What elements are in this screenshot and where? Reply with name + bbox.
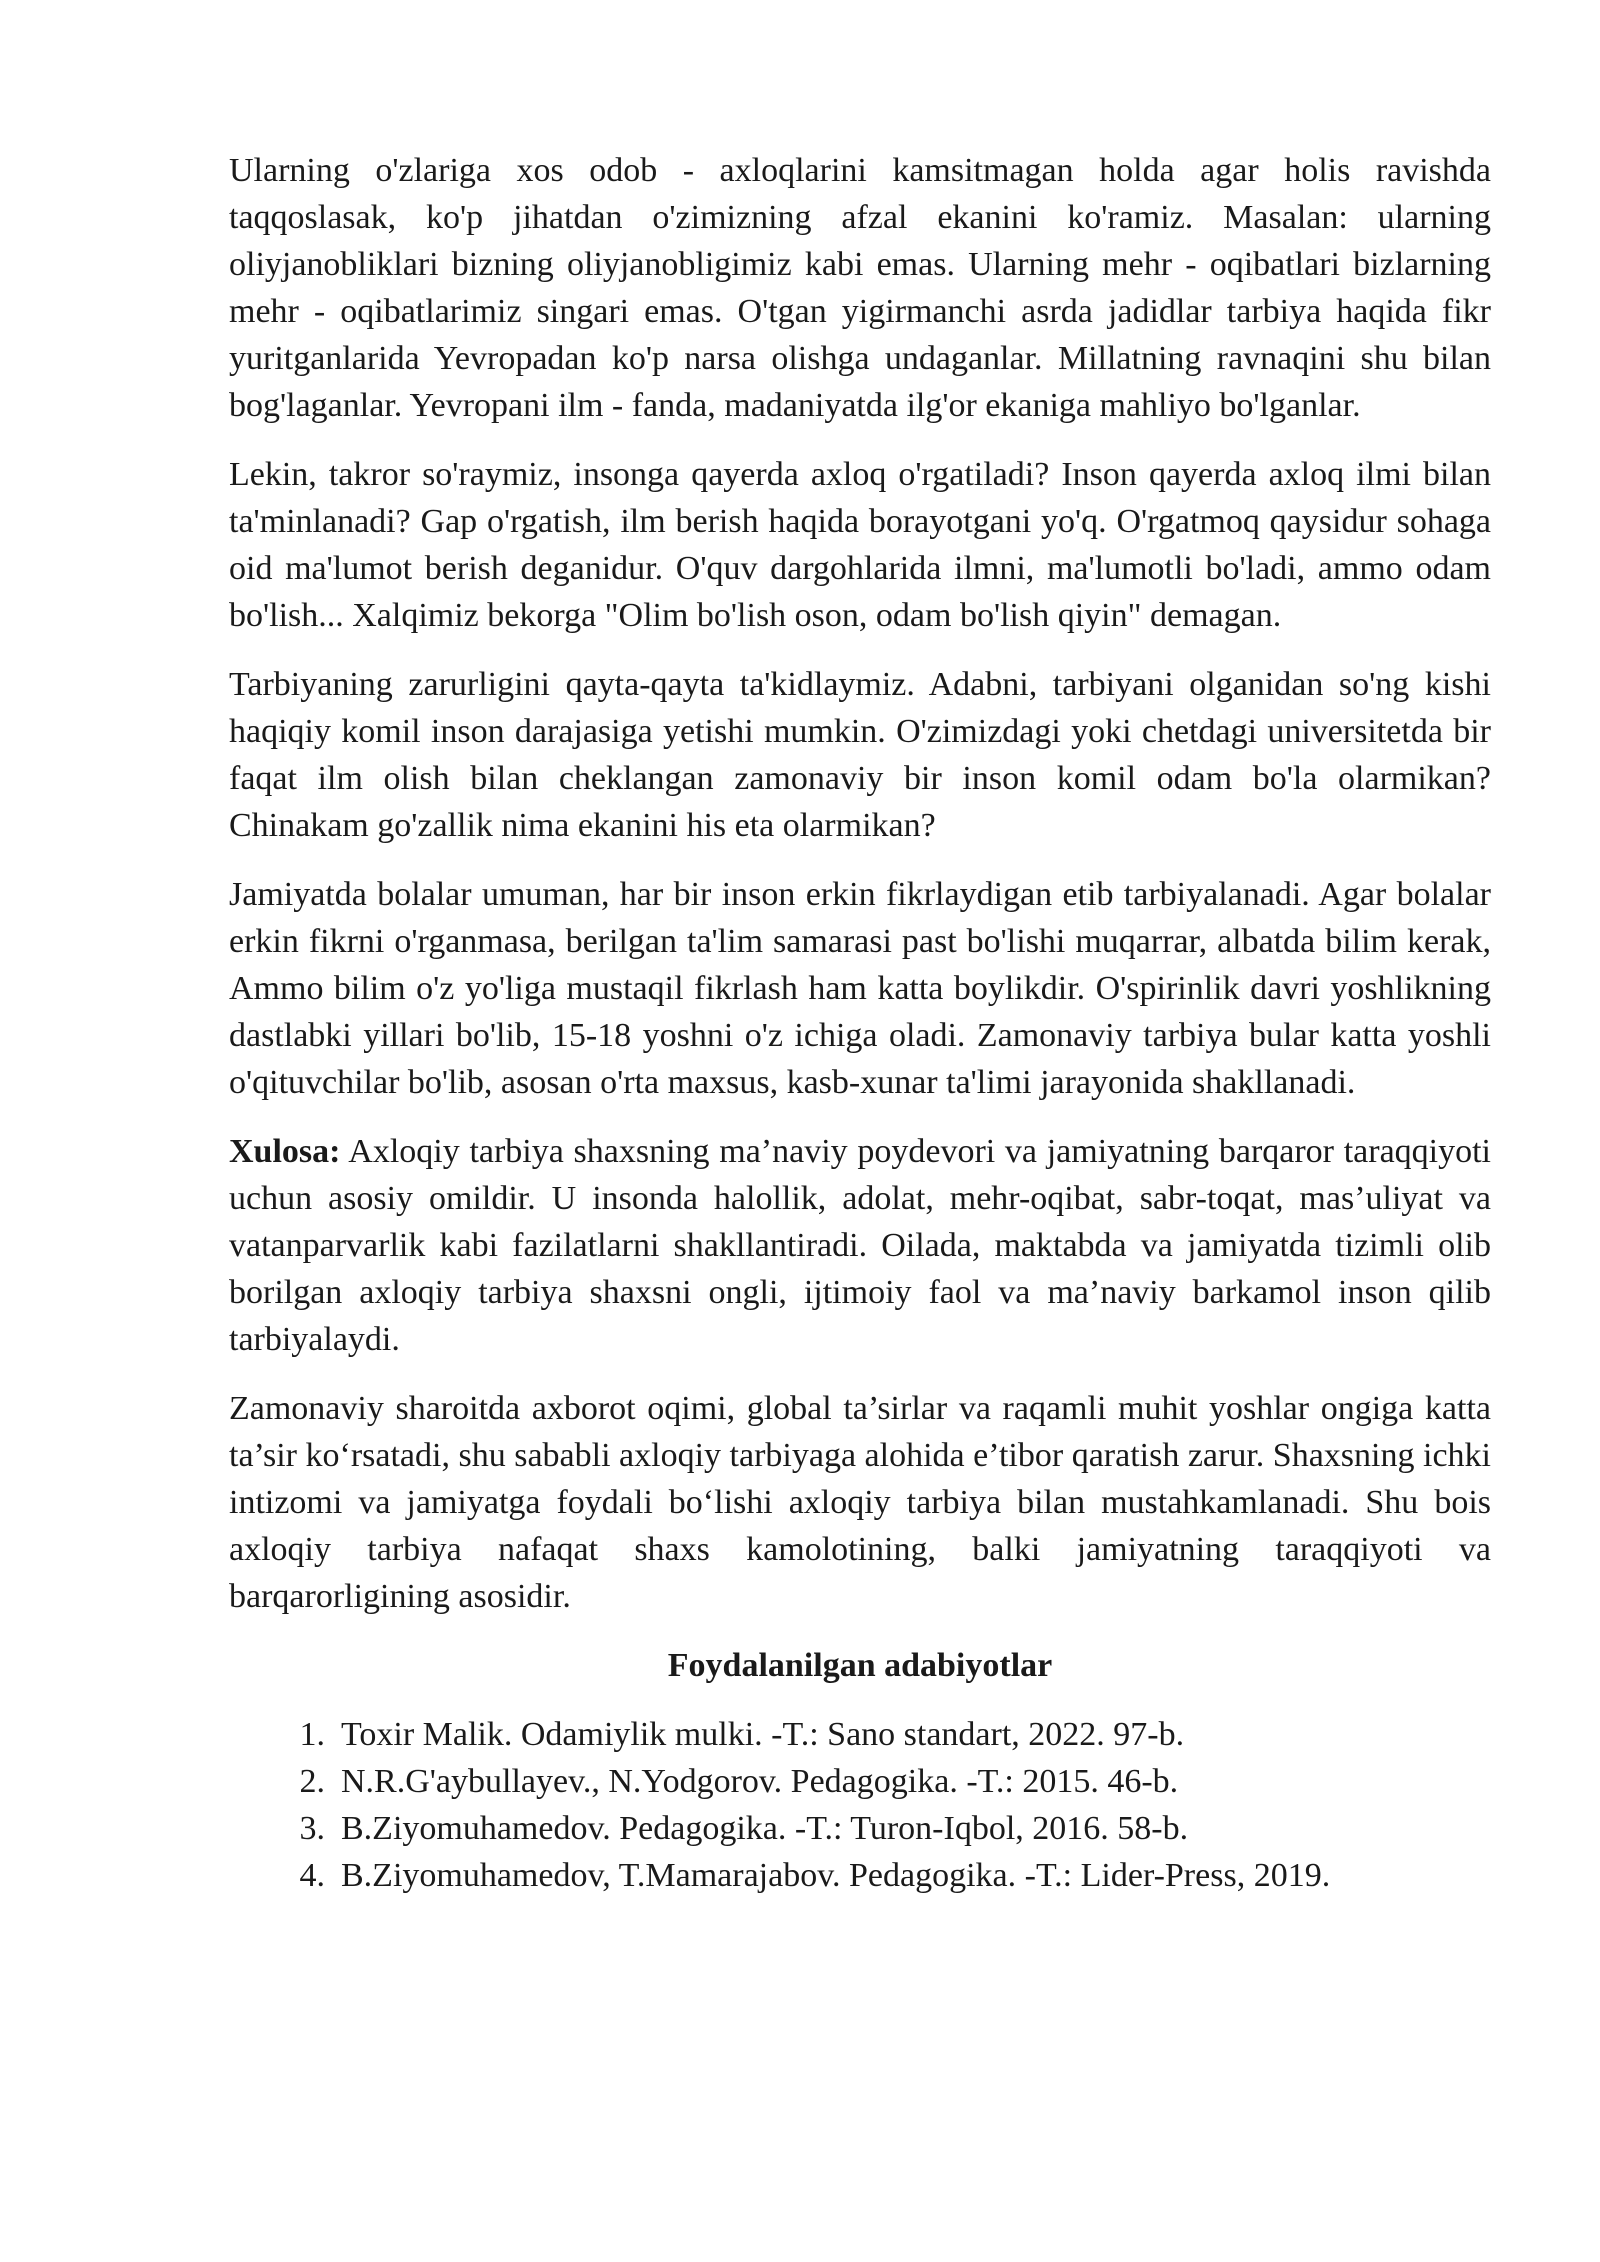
reference-item — [229, 1852, 1491, 1899]
reference-text: N.R.G'aybullayev., N.Yodgorov. Pedagogika. -T.: 2015. 46-b. — [341, 1763, 1179, 1800]
body-paragraph-4: Jamiyatda bolalar umuman, har bir inson erkin fikrlaydigan etib tarbiyalanadi. Agar bolalar erkin fikrni o'rganmasa, berilgan ta'lim samarasi past bo'lishi muqarrar, albatda bilim kerak, Ammo bilim o'z yo'liga mustaqil fikrlash ham katta boylikdir. O'spirinlik davri yoshlikning dastlabki yillari bo'lib, 15-18 yoshni o'z ichiga oladi. Zamonaviy tarbiya bular katta yoshli o'qituvchilar bo'lib, asosan o'rta maxsus, kasb-xunar ta'limi jarayonida shakllanadi. — [229, 876, 1491, 1101]
document-page — [229, 147, 1491, 1899]
body-paragraph-1: Ularning o'zlariga xos odob - axloqlarini kamsitmagan holda agar holis ravishda taqqoslasak, ko'p jihatdan o'zimizning afzal ekanini ko'ramiz. Masalan: ularning oliyjanobliklari bizning oliyjanobligimiz kabi emas. Ularning mehr - oqibatlari bizlarning mehr - oqibatlarimiz singari emas. O'tgan yigirmanchi asrda jadidlar tarbiya haqida fikr yuritganlarida Yevropadan ko'p narsa olishga undaganlar. Millatning ravnaqini shu bilan bog'laganlar. Yevropani ilm - fanda, madaniyatda ilg'or ekaniga mahliyo bo'lganlar. — [229, 152, 1491, 424]
reference-text: Toxir Malik. Odamiylik mulki. -T.: Sano standart, 2022. 97-b. — [341, 1716, 1185, 1753]
conclusion-label: Xulosa: — [229, 1133, 341, 1170]
reference-number: 4. — [299, 1857, 325, 1894]
final-paragraph: Zamonaviy sharoitda axborot oqimi, global ta’sirlar va raqamli muhit yoshlar ongiga katta ta’sir ko‘rsatadi, shu sababli axloqiy tarbiyaga alohida e’tibor qaratish zarur. Shaxsning ichki intizomi va jamiyatga foydali bo‘lishi axloqiy tarbiya bilan mustahkamlanadi. Shu bois axloqiy tarbiya nafaqat shaxs kamolotining, balki jamiyatning taraqqiyoti va barqarorligining asosidir. — [229, 1390, 1491, 1615]
reference-item — [229, 1711, 1491, 1758]
reference-text: B.Ziyomuhamedov, T.Mamarajabov. Pedagogika. -T.: Lider-Press, 2019. — [341, 1857, 1331, 1894]
reference-text: B.Ziyomuhamedov. Pedagogika. -T.: Turon-Iqbol, 2016. 58-b. — [341, 1810, 1189, 1847]
reference-item — [229, 1805, 1491, 1852]
reference-number: 2. — [299, 1763, 325, 1800]
references-list — [229, 1711, 1491, 1899]
conclusion-paragraph — [229, 1128, 1491, 1363]
body-paragraph-3: Tarbiyaning zarurligini qayta-qayta ta'kidlaymiz. Adabni, tarbiyani olganidan so'ng kishi haqiqiy komil inson darajasiga yetishi mumkin. O'zimizdagi yoki chetdagi universitetda bir faqat ilm olish bilan cheklangan zamonaviy bir inson komil odam bo'la olarmikan? Chinakam go'zallik nima ekanini his eta olarmikan? — [229, 666, 1491, 844]
references-title: Foydalanilgan adabiyotlar — [667, 1647, 1053, 1684]
body-paragraph-2: Lekin, takror so'raymiz, insonga qayerda axloq o'rgatiladi? Inson qayerda axloq ilmi bilan ta'minlanadi? Gap o'rgatish, ilm berish haqida borayotgani yo'q. O'rgatmoq qaysidur sohaga oid ma'lumot berish deganidur. O'quv dargohlarida ilmni, ma'lumotli bo'ladi, ammo odam bo'lish... Xalqimiz bekorga "Olim bo'lish oson, odam bo'lish qiyin" demagan. — [229, 456, 1491, 634]
reference-number: 3. — [299, 1810, 325, 1847]
conclusion-text: Axloqiy tarbiya shaxsning ma’naviy poydevori va jamiyatning barqaror taraqqiyoti uchun asosiy omildir. U insonda halollik, adolat, mehr-oqibat, sabr-toqat, mas’uliyat va vatanparvarlik kabi fazilatlarni shakllantiradi. Oilada, maktabda va jamiyatda tizimli olib borilgan axloqiy tarbiya shaxsni ongli, ijtimoiy faol va ma’naviy barkamol inson qilib tarbiyalaydi. — [229, 1133, 1491, 1358]
reference-number: 1. — [299, 1716, 325, 1753]
reference-item — [229, 1758, 1491, 1805]
